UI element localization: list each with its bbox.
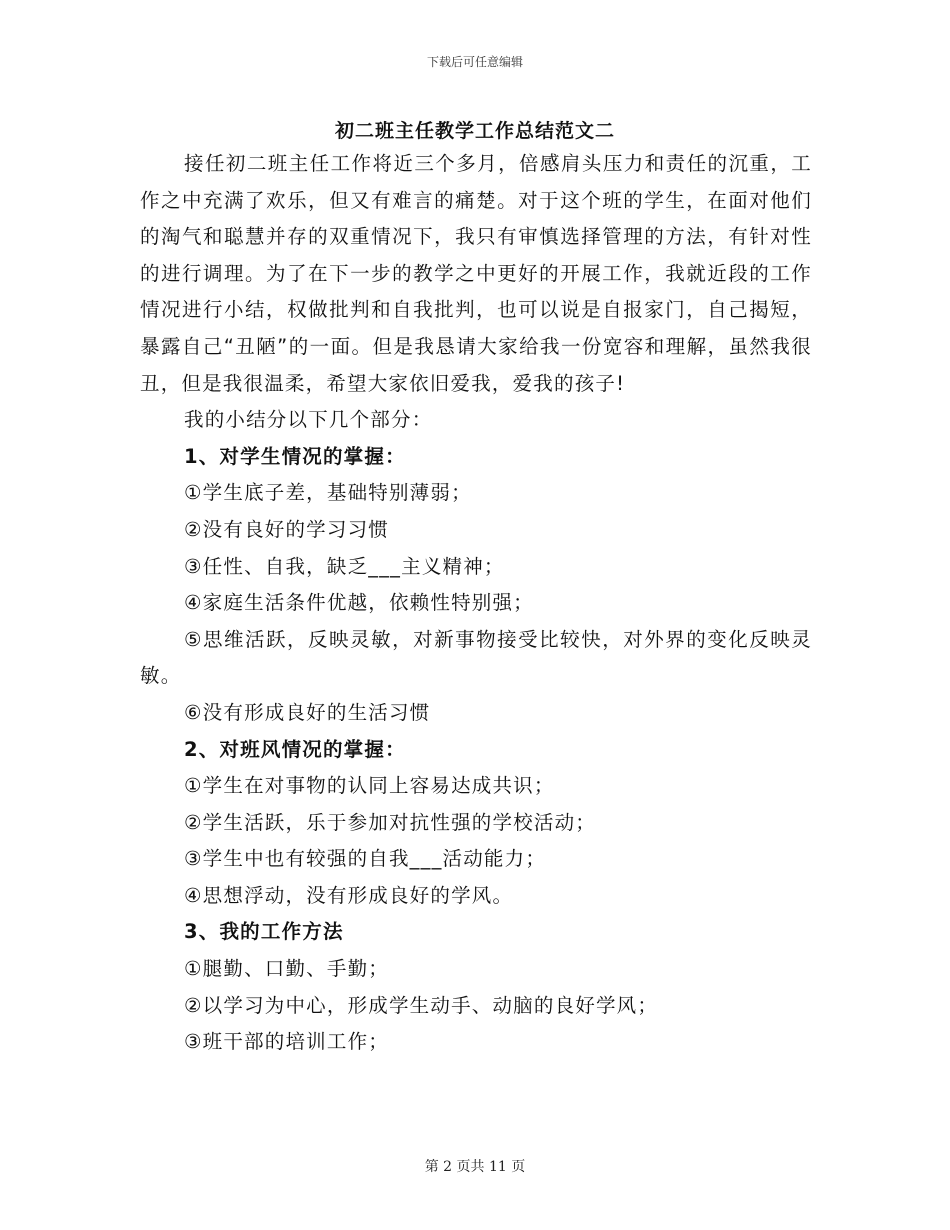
list-item: ①学生底子差，基础特别薄弱； [184, 481, 472, 505]
page-footer: 第 2 页共 11 页 [424, 1159, 526, 1175]
list-item: ③任性、自我，缺乏___主义精神； [184, 554, 505, 578]
page-header: 下载后可任意编辑 [426, 55, 523, 69]
list-item: ②学生活跃，乐于参加对抗性强的学校活动； [184, 810, 596, 834]
document-title: 初二班主任教学工作总结范文二 [334, 120, 615, 142]
section-heading-methods: 3、我的工作方法 [184, 920, 344, 944]
list-item: ①学生在对事物的认同上容易达成共识； [184, 774, 555, 798]
list-item: ④思想浮动，没有形成良好的学风。 [184, 883, 514, 907]
summary-lead: 我的小结分以下几个部分： [184, 408, 433, 432]
list-item: ③学生中也有较强的自我___活动能力； [184, 847, 547, 871]
list-item: ③班干部的培训工作； [184, 1030, 389, 1054]
section-heading-students: 1、对学生情况的掌握： [184, 444, 406, 468]
section-heading-class-spirit: 2、对班风情况的掌握： [184, 737, 406, 761]
list-item: ②以学习为中心，形成学生动手、动脑的良好学风； [184, 993, 659, 1017]
list-item: ①腿勤、口勤、手勤； [184, 957, 389, 981]
list-item: ④家庭生活条件优越，依赖性特别强； [184, 591, 534, 615]
list-item: ⑥没有形成良好的生活习惯 [184, 700, 431, 724]
list-item: ⑤思维活跃，反映灵敏，对新事物接受比较快，对外界的变化反映灵敏。 [140, 627, 812, 688]
document-body [140, 146, 812, 1061]
list-item: ②没有良好的学习习惯 [184, 517, 389, 541]
intro-paragraph: 接任初二班主任工作将近三个多月，倍感肩头压力和责任的沉重，工作之中充满了欢乐，但又有难言的痛楚。对于这个班的学生，在面对他们的淘气和聪慧并存的双重情况下，我只有审慎选择管理的方法，有针对性的进行调理。为了在下一步的教学之中更好的开展工作，我就近段的工作情况进行小结，权做批判和自我批判，也可以说是自报家门，自己揭短，暴露自己“丑陋”的一面。但是我恳请大家给我一份宽容和理解，虽然我很丑，但是我很温柔，希望大家依旧爱我，爱我的孩子! [140, 152, 812, 395]
